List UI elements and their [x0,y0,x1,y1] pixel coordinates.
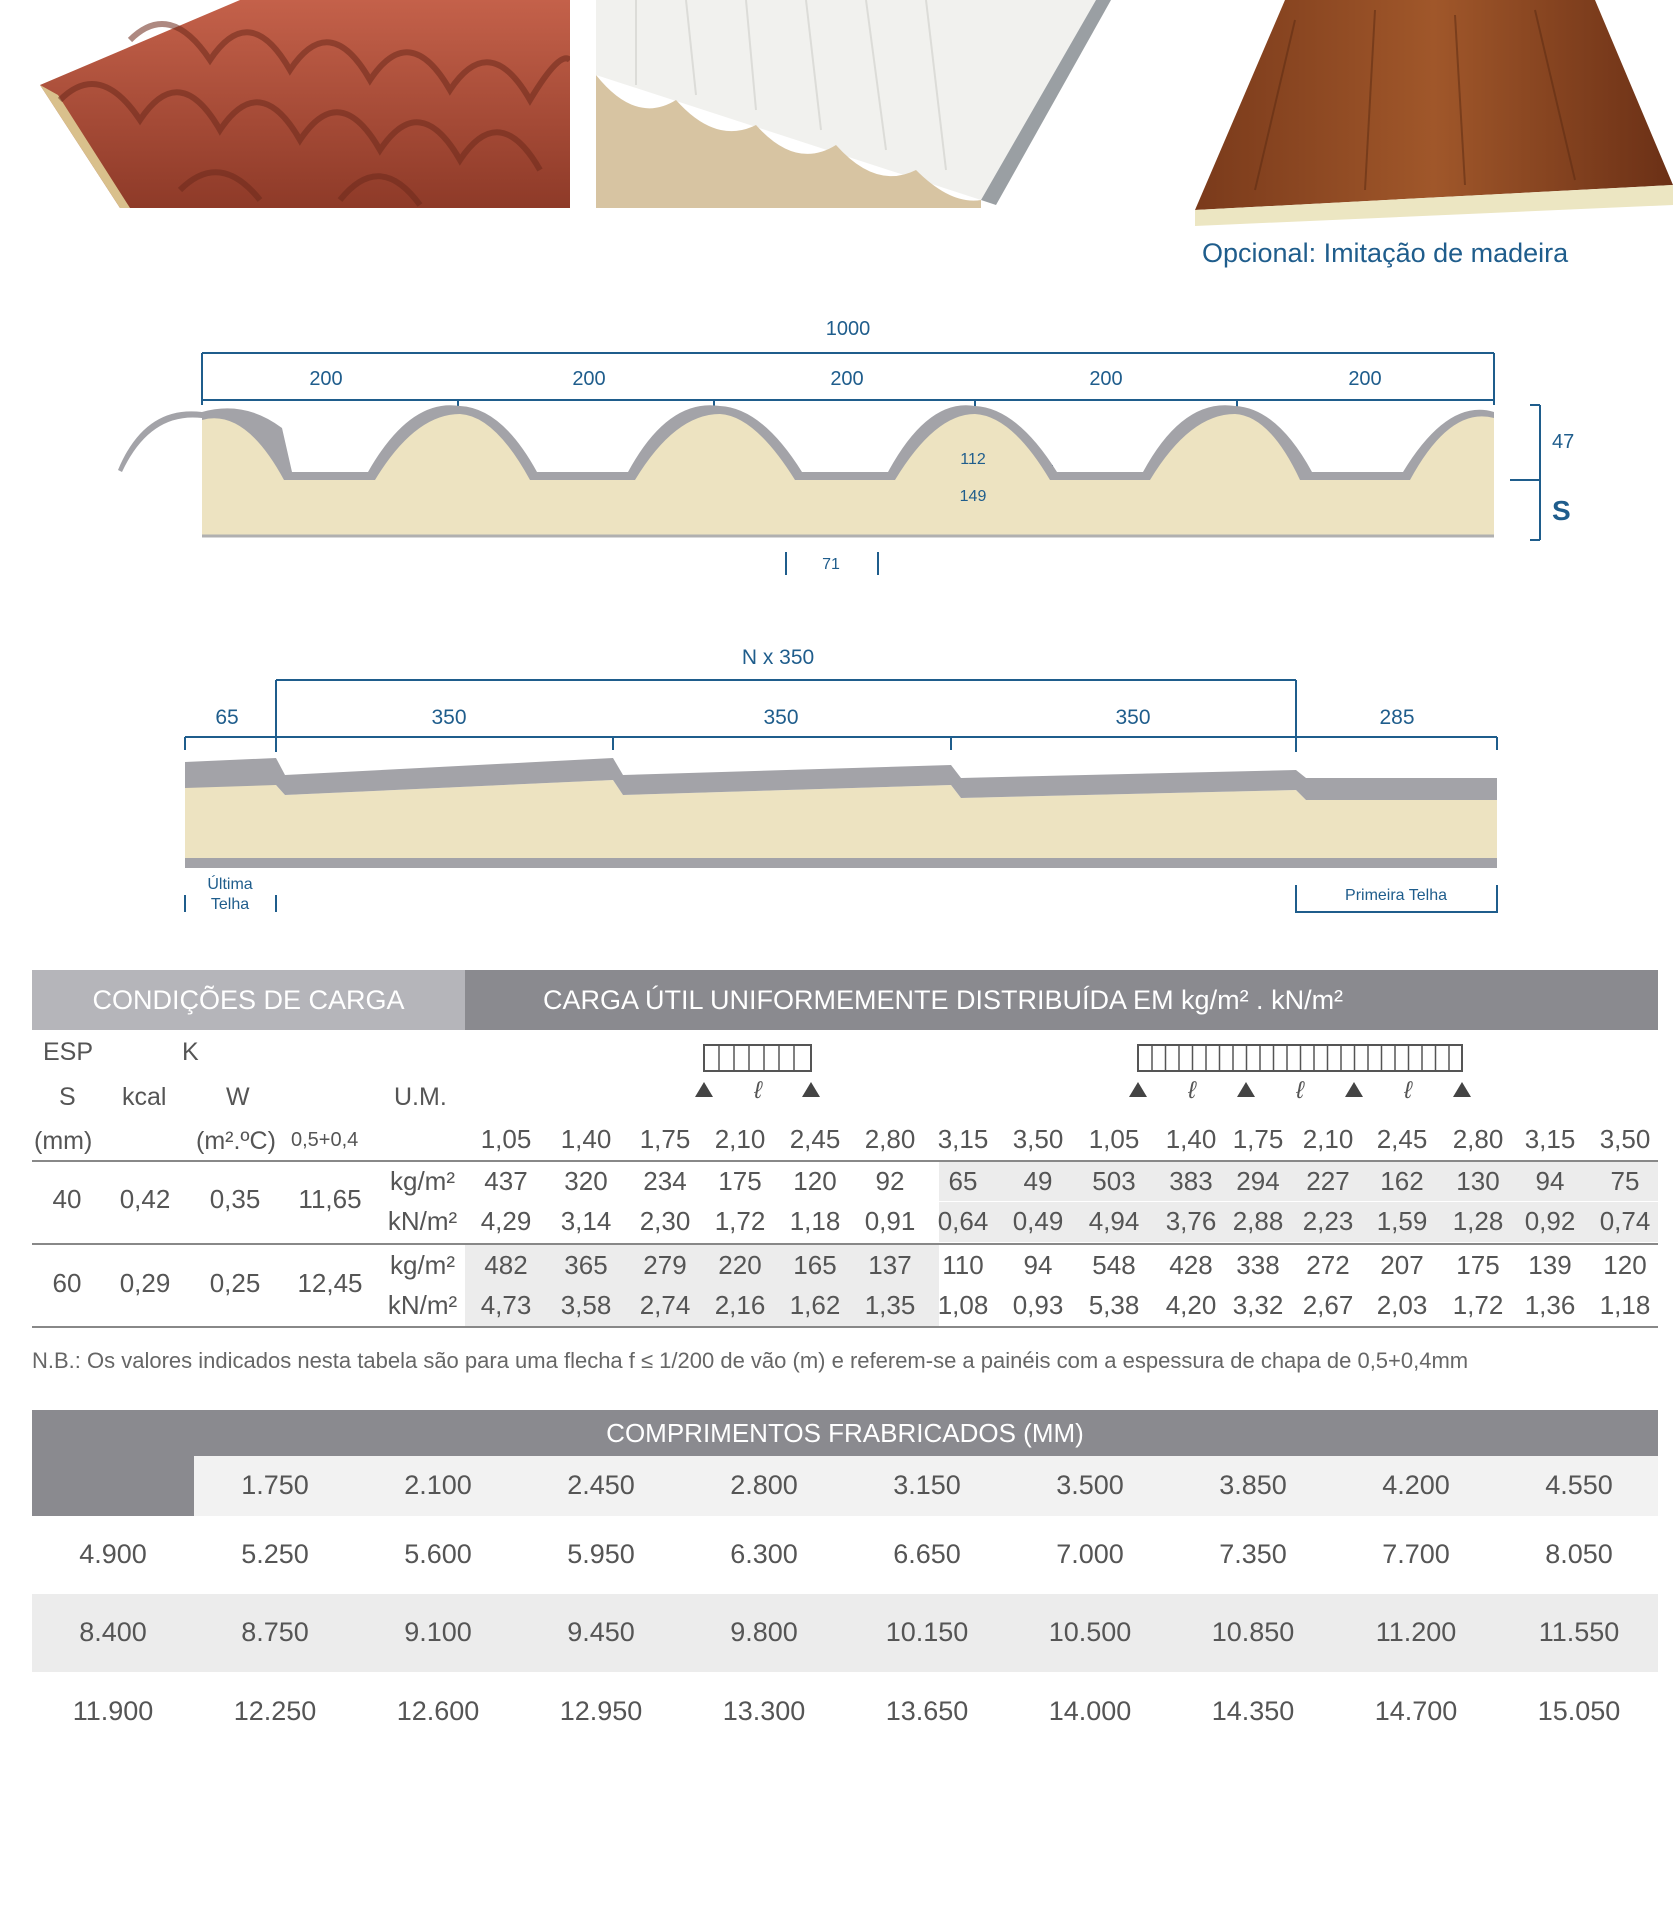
svg-text:ℓ: ℓ [1404,1077,1412,1104]
length-value: 11.550 [1538,1617,1620,1647]
kg-value: 207 [1380,1250,1424,1280]
kg-value: 137 [868,1250,912,1280]
kcal-value: 0,29 [119,1268,171,1298]
kn-value: 3,58 [560,1290,612,1320]
length-value: 2.100 [404,1470,472,1500]
col-esp: ESP [43,1038,94,1066]
kn-value: 2,74 [639,1290,691,1320]
kn-value: 3,14 [560,1206,612,1236]
kn-value: 1,18 [789,1206,841,1236]
kn-value: 0,49 [1012,1206,1064,1236]
beam-multi-span-icon [1128,1042,1484,1104]
row-sub-divider-1 [380,1201,1658,1202]
dim-seg-4: 200 [1089,368,1123,390]
col-um: U.M. [394,1083,447,1111]
col-s: S [59,1083,76,1111]
length-value: 3.850 [1219,1470,1287,1500]
ultima-telha-label: Última [207,876,253,893]
span-value: 3,15 [1524,1124,1576,1154]
span-value: 2,10 [714,1124,766,1154]
load-conditions-header: CONDIÇÕES DE CARGA [32,970,465,1030]
length-value: 2.800 [730,1470,798,1500]
length-value: 9.450 [567,1617,635,1647]
kg-value: 294 [1236,1166,1280,1196]
span-value: 1,75 [639,1124,691,1154]
side-dim-seg-3: 350 [1115,706,1151,729]
kn-value: 1,08 [937,1290,989,1320]
span-value: 1,75 [1232,1124,1284,1154]
kn-value: 1,36 [1524,1290,1576,1320]
length-value: 11.200 [1375,1617,1457,1647]
dim-seg-5: 200 [1348,368,1382,390]
kg-value: 220 [718,1250,762,1280]
length-value: 6.650 [893,1539,961,1569]
kn-value: 4,20 [1165,1290,1217,1320]
kg-value: 175 [1456,1250,1500,1280]
span-value: 2,80 [1452,1124,1504,1154]
kg-value: 279 [643,1250,687,1280]
row-divider-mid [32,1243,1658,1245]
white-tile-panel-photo [596,0,1111,208]
kn-value: 4,94 [1088,1206,1140,1236]
kn-value: 1,28 [1452,1206,1504,1236]
kn-value: 4,29 [480,1206,532,1236]
col-chapa: 0,5+0,4 [291,1129,359,1151]
unit-kg: kg/m² [390,1250,455,1280]
primeira-telha-label: Primeira Telha [1345,887,1447,904]
length-value: 6.300 [730,1539,798,1569]
length-value: 13.300 [722,1696,806,1726]
span-value: 1,40 [560,1124,612,1154]
span-value: 3,50 [1012,1124,1064,1154]
length-value: 5.250 [241,1539,309,1569]
weight-value: 11,65 [298,1184,362,1214]
kn-value: 3,76 [1165,1206,1217,1236]
kn-value: 1,18 [1599,1290,1651,1320]
kn-value: 2,16 [714,1290,766,1320]
span-value: 2,45 [1376,1124,1428,1154]
kn-value: 0,91 [864,1206,916,1236]
kg-value: 165 [793,1250,837,1280]
ultima-telha-label-2: Telha [210,896,250,913]
kg-value: 139 [1528,1250,1572,1280]
length-value: 10.850 [1211,1617,1295,1647]
kn-value: 5,38 [1088,1290,1140,1320]
span-value: 2,80 [864,1124,916,1154]
kg-value: 428 [1169,1250,1213,1280]
table-note: N.B.: Os valores indicados nesta tabela são para uma flecha f ≤ 1/200 de vão (m) e referem-se a painéis com a espessura de chapa de 0,5+0,4mm [32,1348,1469,1373]
span-value: 1,05 [480,1124,532,1154]
length-value: 15.050 [1537,1696,1621,1726]
kg-value: 365 [564,1250,608,1280]
beam-single-span-icon [690,1042,830,1104]
kg-value: 272 [1306,1250,1350,1280]
w-value: 0,25 [209,1268,261,1298]
kg-value: 65 [948,1166,978,1196]
wood-option-caption: Opcional: Imitação de madeira [1202,238,1569,268]
length-value: 4.900 [79,1539,147,1569]
kg-value: 437 [484,1166,528,1196]
dim-top-width: 112 [960,451,986,468]
kn-value: 0,92 [1524,1206,1576,1236]
length-value: 4.550 [1545,1470,1613,1500]
length-value: 12.600 [396,1696,480,1726]
span-value: 1,05 [1088,1124,1140,1154]
dim-seg-3: 200 [830,368,864,390]
length-value: 5.600 [404,1539,472,1569]
length-value: 8.050 [1545,1539,1613,1569]
length-value: 9.100 [404,1617,472,1647]
kg-value: 482 [484,1250,528,1280]
kn-value: 4,73 [480,1290,532,1320]
length-value: 12.950 [559,1696,643,1726]
kn-value: 0,64 [937,1206,989,1236]
span-value: 2,10 [1302,1124,1354,1154]
span-value: 3,50 [1599,1124,1651,1154]
kn-value: 3,32 [1232,1290,1284,1320]
span-value: 3,15 [937,1124,989,1154]
length-value: 1.750 [241,1470,309,1500]
lengths-header: COMPRIMENTOS FRABRICADOS (MM) [32,1410,1658,1456]
unit-kg: kg/m² [390,1166,455,1196]
kn-value: 1,35 [864,1290,916,1320]
kn-value: 2,67 [1302,1290,1354,1320]
dim-seg-2: 200 [572,368,606,390]
kg-value: 94 [1023,1250,1053,1280]
kcal-value: 0,42 [119,1184,171,1214]
length-value: 14.000 [1048,1696,1132,1726]
kg-value: 162 [1380,1166,1424,1196]
svg-text:ℓ: ℓ [1296,1077,1304,1104]
length-value: 14.700 [1374,1696,1458,1726]
kg-value: 548 [1092,1250,1136,1280]
kg-value: 338 [1236,1250,1280,1280]
row-divider-top [32,1160,1658,1162]
length-value: 7.350 [1219,1539,1287,1569]
kg-value: 175 [718,1166,762,1196]
kn-value: 2,23 [1302,1206,1354,1236]
kn-value: 2,88 [1232,1206,1284,1236]
esp-value: 40 [52,1184,82,1214]
side-dim-first: 65 [215,706,239,729]
dim-valley: 71 [822,556,840,573]
row-divider-bottom [32,1326,1658,1328]
dim-height: 47 [1552,431,1575,453]
unit-kn: kN/m² [387,1206,458,1236]
length-value: 10.150 [885,1617,969,1647]
kn-value: 2,30 [639,1206,691,1236]
kg-value: 75 [1610,1166,1640,1196]
w-value: 0,35 [209,1184,261,1214]
panel-profile-drawing [0,300,1673,590]
kn-value: 1,59 [1376,1206,1428,1236]
red-tile-panel-photo [40,0,570,208]
length-value: 4.200 [1382,1470,1450,1500]
dim-thickness: S [1552,495,1571,526]
kn-value: 1,72 [1452,1290,1504,1320]
kg-value: 92 [875,1166,905,1196]
esp-value: 60 [52,1268,82,1298]
kn-value: 1,62 [789,1290,841,1320]
col-k: K [182,1038,199,1066]
length-value: 10.500 [1048,1617,1132,1647]
side-dim-seg-1: 350 [431,706,467,729]
side-dim-last: 285 [1379,706,1415,729]
kg-value: 120 [1603,1250,1647,1280]
weight-value: 12,45 [297,1268,363,1298]
kn-value: 2,03 [1376,1290,1428,1320]
kn-value: 0,93 [1012,1290,1064,1320]
svg-text:ℓ: ℓ [1188,1077,1196,1104]
span-value: 2,45 [789,1124,841,1154]
col-m2c: (m².ºC) [196,1127,276,1155]
side-dim-seg-2: 350 [763,706,799,729]
side-dim-total: N x 350 [741,646,815,669]
wood-tile-panel-photo [1195,0,1673,228]
kg-value: 49 [1023,1166,1053,1196]
length-value: 12.250 [233,1696,317,1726]
dim-total: 1000 [825,318,871,340]
kg-value: 234 [643,1166,687,1196]
kn-value: 1,72 [714,1206,766,1236]
kg-value: 130 [1456,1166,1500,1196]
kg-value: 94 [1535,1166,1565,1196]
kg-value: 383 [1169,1166,1213,1196]
col-kcal: kcal [122,1083,167,1111]
unit-kn: kN/m² [387,1290,458,1320]
lengths-corner [32,1456,194,1516]
dim-bottom-width: 149 [959,488,987,505]
dim-seg-1: 200 [309,368,343,390]
svg-text:ℓ: ℓ [754,1077,762,1104]
kg-value: 320 [564,1166,608,1196]
kg-value: 503 [1092,1166,1136,1196]
kg-value: 227 [1306,1166,1350,1196]
length-value: 3.150 [893,1470,961,1500]
length-value: 7.700 [1382,1539,1450,1569]
length-value: 3.500 [1056,1470,1124,1500]
length-value: 5.950 [567,1539,635,1569]
kg-value: 110 [942,1250,984,1280]
kg-value: 120 [793,1166,837,1196]
length-value: 9.800 [730,1617,798,1647]
panel-side-drawing [0,640,1673,920]
load-distribution-header: CARGA ÚTIL UNIFORMEMENTE DISTRIBUÍDA EM kg/m² . kN/m² [465,970,1658,1030]
length-value: 13.650 [885,1696,969,1726]
length-value: 8.750 [241,1617,309,1647]
span-value: 1,40 [1165,1124,1217,1154]
kn-value: 0,74 [1599,1206,1651,1236]
length-value: 8.400 [79,1617,147,1647]
length-value: 14.350 [1211,1696,1295,1726]
col-w: W [226,1083,250,1111]
length-value: 11.900 [72,1696,154,1726]
length-value: 7.000 [1056,1539,1124,1569]
length-value: 2.450 [567,1470,635,1500]
col-mm: (mm) [34,1127,93,1155]
